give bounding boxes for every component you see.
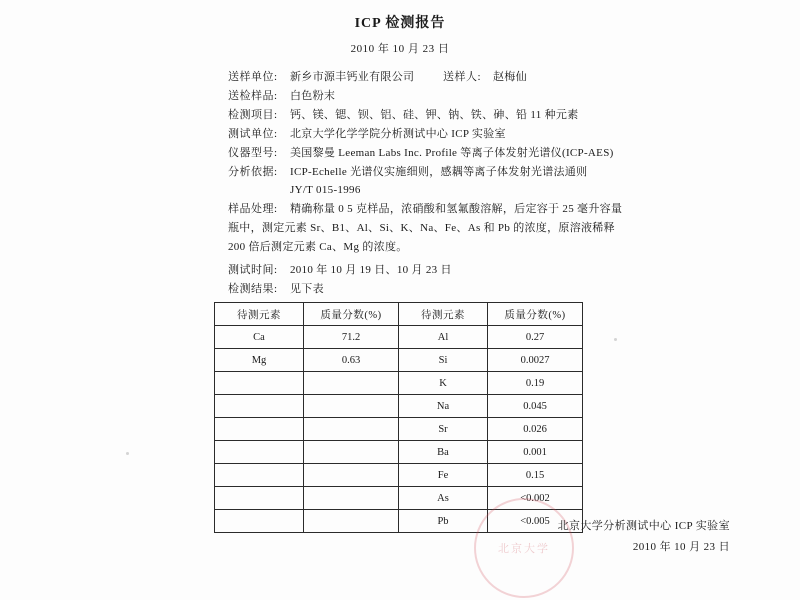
field-value-result: 见下表 bbox=[290, 282, 324, 295]
stamp-text: 北京大学 bbox=[498, 543, 550, 555]
document-footer bbox=[558, 516, 730, 558]
cell-element-left bbox=[215, 487, 304, 510]
table-row bbox=[215, 395, 583, 418]
table-header-row bbox=[215, 303, 583, 326]
footer-organization: 北京大学分析测试中心 ICP 实验室 bbox=[557, 520, 730, 533]
field-value-submitting-unit: 新乡市源丰钙业有限公司 bbox=[290, 71, 415, 83]
field-label-instrument: 仪器型号: bbox=[228, 146, 278, 159]
report-date-top: 2010 年 10 月 23 日 bbox=[350, 43, 450, 55]
scan-speck bbox=[126, 452, 129, 455]
cell-element-right: Na bbox=[399, 395, 488, 418]
cell-element-left: Mg bbox=[215, 349, 304, 372]
field-row-instrument bbox=[228, 144, 740, 163]
cell-element-right: As bbox=[399, 487, 488, 510]
field-value-test-time: 2010 年 10 月 19 日、10 月 23 日 bbox=[290, 264, 452, 277]
field-label-preparation: 样品处理: bbox=[228, 203, 278, 216]
field-value-submitter: 赵梅仙 bbox=[493, 71, 527, 83]
field-value-method-standard: JY/T 015-1996 bbox=[290, 184, 361, 197]
cell-value-left bbox=[304, 441, 399, 464]
field-value-preparation: 精确称量 0 5 克样品，浓硝酸和氢氟酸溶解，后定容于 25 毫升容量 bbox=[290, 203, 623, 216]
field-row-items bbox=[228, 106, 740, 125]
cell-element-right: Pb bbox=[399, 510, 488, 533]
cell-value-left bbox=[304, 395, 399, 418]
field-row-preparation-2 bbox=[228, 219, 740, 238]
table-row bbox=[215, 441, 583, 464]
cell-value-right: 0.27 bbox=[488, 326, 583, 349]
cell-element-left bbox=[215, 372, 304, 395]
field-row-submitting-unit bbox=[228, 68, 740, 87]
field-label-method: 分析依据: bbox=[228, 165, 278, 178]
cell-element-right: Si bbox=[399, 349, 488, 372]
field-value-testing-unit: 北京大学化学学院分析测试中心 ICP 实验室 bbox=[290, 127, 506, 140]
cell-element-left bbox=[215, 395, 304, 418]
field-value-preparation-2: 瓶中，测定元素 Sr、B1、Al、Si、K、Na、Fe、As 和 Pb 的浓度，原溶液稀释 bbox=[228, 222, 615, 235]
table-row bbox=[215, 326, 583, 349]
cell-element-right: Al bbox=[399, 326, 488, 349]
report-fields bbox=[228, 68, 740, 299]
cell-value-left bbox=[304, 372, 399, 395]
field-row-test-time bbox=[228, 261, 740, 280]
cell-value-right: 0.19 bbox=[488, 372, 583, 395]
cell-element-right: Sr bbox=[399, 418, 488, 441]
table-row bbox=[215, 464, 583, 487]
field-row-result bbox=[228, 280, 740, 299]
column-header-element-2: 待测元素 bbox=[399, 303, 488, 326]
cell-element-left bbox=[215, 464, 304, 487]
page-title: ICP 检测报告 bbox=[354, 16, 446, 31]
field-label-test-time: 测试时间: bbox=[228, 264, 278, 277]
table-row bbox=[215, 487, 583, 510]
cell-value-left: 71.2 bbox=[304, 326, 399, 349]
table-row bbox=[215, 349, 583, 372]
field-row-testing-unit bbox=[228, 125, 740, 144]
scan-speck bbox=[614, 338, 617, 341]
field-label-items: 检测项目: bbox=[228, 108, 278, 121]
cell-value-left bbox=[304, 510, 399, 533]
cell-value-right: 0.026 bbox=[488, 418, 583, 441]
cell-value-right: 0.15 bbox=[488, 464, 583, 487]
cell-value-right: 0.045 bbox=[488, 395, 583, 418]
cell-value-left bbox=[304, 418, 399, 441]
column-header-mass-fraction-1: 质量分数(%) bbox=[304, 303, 399, 326]
table-row bbox=[215, 510, 583, 533]
field-label-sample: 送检样品: bbox=[228, 89, 278, 102]
field-row-sample bbox=[228, 87, 740, 106]
cell-value-left bbox=[304, 487, 399, 510]
cell-element-left bbox=[215, 510, 304, 533]
cell-value-left: 0.63 bbox=[304, 349, 399, 372]
field-row-preparation bbox=[228, 200, 740, 219]
cell-element-right: Fe bbox=[399, 464, 488, 487]
cell-value-right: 0.0027 bbox=[488, 349, 583, 372]
field-label-result: 检测结果: bbox=[228, 282, 278, 295]
field-label-submitter: 送样人: bbox=[443, 71, 482, 83]
cell-element-right: Ba bbox=[399, 441, 488, 464]
field-value-items: 钙、镁、锶、钡、铝、硅、钾、钠、铁、砷、铅 11 种元素 bbox=[290, 108, 579, 121]
table-row bbox=[215, 372, 583, 395]
cell-value-right: 0.001 bbox=[488, 441, 583, 464]
field-row-method bbox=[228, 163, 740, 182]
field-value-method: ICP-Echelle 光谱仪实施细则，感耦等离子体发射光谱法通则 bbox=[290, 165, 588, 178]
cell-element-left bbox=[215, 418, 304, 441]
field-row-preparation-3 bbox=[228, 238, 740, 257]
footer-date: 2010 年 10 月 23 日 bbox=[632, 541, 730, 554]
column-header-element-1: 待测元素 bbox=[215, 303, 304, 326]
field-label-submitting-unit: 送样单位: bbox=[228, 71, 278, 83]
column-header-mass-fraction-2: 质量分数(%) bbox=[488, 303, 583, 326]
field-label-testing-unit: 测试单位: bbox=[228, 127, 278, 140]
field-value-instrument: 美国黎曼 Leeman Labs Inc. Profile 等离子体发射光谱仪(ICP-AES) bbox=[290, 146, 614, 159]
cell-element-left: Ca bbox=[215, 326, 304, 349]
cell-value-right: <0.005 bbox=[488, 510, 583, 533]
field-value-sample: 白色粉末 bbox=[290, 89, 336, 102]
field-value-preparation-3: 200 倍后测定元素 Ca、Mg 的浓度。 bbox=[228, 241, 408, 254]
table-row bbox=[215, 418, 583, 441]
results-table bbox=[214, 302, 583, 533]
cell-element-left bbox=[215, 441, 304, 464]
cell-element-right: K bbox=[399, 372, 488, 395]
cell-value-left bbox=[304, 464, 399, 487]
field-row-method-standard bbox=[228, 181, 740, 200]
cell-value-right: <0.002 bbox=[488, 487, 583, 510]
